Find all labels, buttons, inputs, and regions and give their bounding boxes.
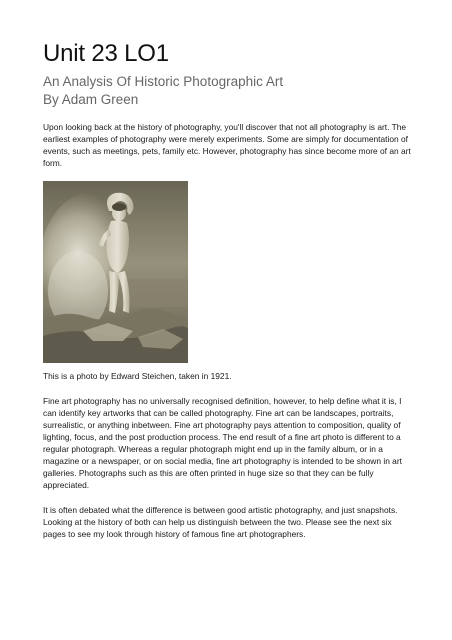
page-subtitle: An Analysis Of Historic Photographic Art	[43, 74, 284, 89]
photo-caption: This is a photo by Edward Steichen, taken in 1921.	[43, 371, 232, 381]
intro-paragraph: Upon looking back at the history of photography, you'll discover that not all photography is art. The earliest examples of photography were merely experiments. Some are simply for documentation of events, such as meetings, pets, family etc. However, photography has since become more of an art form.	[43, 122, 411, 168]
body-paragraph-2: It is often debated what the difference is between good artistic photography, and just snapshots. Looking at the history of both can help us distinguish between the two. Please see the next six pages to see my look through history of famous fine art photographers.	[43, 505, 398, 539]
author-line: By Adam Green	[43, 92, 139, 107]
body-paragraph-1: Fine art photography has no universally recognised definition, however, to help define what it is, I can identify key artworks that can be called photography. Fine art can be landscapes, portraits, surrealistic, or anything inbetween. Fine art photography pays attention to composition, quality of lighting, focus, and the post production process. The end result of a fine art photo is different to a regular photograph. Whereas a regular photograph might end up in the family album, or in a magazine or a newspaper, or on social media, fine art photography is intended to be shown in art galleries. Photographs such as this are often printed in huge size so that they can be fully appreciated.	[43, 396, 402, 490]
sepia-photograph-figure-icon	[43, 181, 188, 363]
document-page	[43, 40, 413, 540]
steichen-photo	[43, 181, 188, 363]
page-title: Unit 23 LO1	[43, 40, 169, 67]
